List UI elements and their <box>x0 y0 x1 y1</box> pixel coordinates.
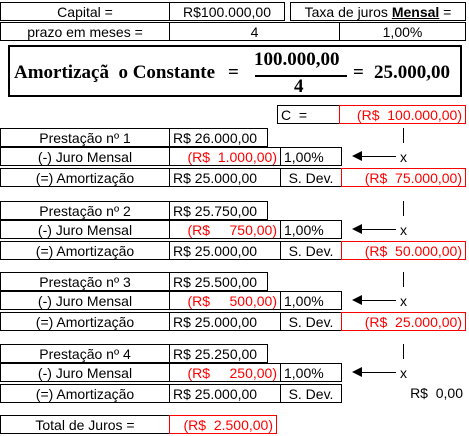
multiply-marker: x <box>400 222 407 238</box>
taxa-label-mensal: Mensal <box>391 4 440 20</box>
multiply-marker: x <box>400 293 407 309</box>
prestacao-title: Prestação nº 4 <box>0 344 170 363</box>
capital-value[interactable]: R$100.000,00 <box>169 2 285 21</box>
vertical-tick <box>403 344 404 359</box>
total-juros-label: Total de Juros = <box>0 415 170 434</box>
saldo-devedor-value[interactable]: R$ 0,00 <box>410 385 463 401</box>
amortizacao-label: (=) Amortização <box>0 241 170 260</box>
prestacao-value[interactable]: R$ 26.000,00 <box>169 128 268 147</box>
multiply-marker: x <box>400 149 407 165</box>
capital-label: Capital = <box>0 2 170 21</box>
prestacao-title: Prestação nº 1 <box>0 128 170 147</box>
formula-equals-1: = <box>228 62 239 83</box>
saldo-devedor-label: S. Dev. <box>280 384 342 403</box>
formula-numerator: 100.000,00 <box>254 49 340 70</box>
saldo-devedor-label: S. Dev. <box>280 168 342 187</box>
vertical-tick <box>403 128 404 143</box>
prestacao-value[interactable]: R$ 25.250,00 <box>169 344 268 363</box>
amortizacao-value[interactable]: R$ 25.000,00 <box>169 384 281 403</box>
taxa-label <box>290 2 466 21</box>
formula-denominator: 4 <box>294 76 304 97</box>
rate-value[interactable]: 1,00% <box>280 147 342 166</box>
formula-equals-2: = <box>353 62 364 83</box>
taxa-label-suffix: = <box>439 4 452 20</box>
formula-result: 25.000,00 <box>374 62 450 83</box>
juro-label: (-) Juro Mensal <box>0 220 170 239</box>
prestacao-value[interactable]: R$ 25.750,00 <box>169 201 268 220</box>
arrow-shaft <box>360 372 396 373</box>
taxa-value[interactable]: 1,00% <box>339 22 466 41</box>
rate-value[interactable]: 1,00% <box>280 220 342 239</box>
prestacao-title: Prestação nº 2 <box>0 201 170 220</box>
arrow-shaft <box>360 156 396 157</box>
total-juros-value[interactable]: (R$ 2.500,00) <box>169 415 277 434</box>
juro-value[interactable]: (R$ 500,00) <box>169 291 281 310</box>
arrow-shaft <box>360 229 396 230</box>
saldo-devedor-label: S. Dev. <box>280 312 342 331</box>
juro-label: (-) Juro Mensal <box>0 147 170 166</box>
arrow-shaft <box>360 300 396 301</box>
saldo-devedor-value[interactable]: (R$ 50.000,00) <box>341 241 466 260</box>
initial-c-value[interactable]: (R$ 100.000,00) <box>339 105 466 124</box>
saldo-devedor-value[interactable]: (R$ 75.000,00) <box>341 168 466 187</box>
taxa-label-prefix: Taxa de juros <box>304 4 392 20</box>
amortizacao-value[interactable]: R$ 25.000,00 <box>169 312 281 331</box>
amortizacao-value[interactable]: R$ 25.000,00 <box>169 168 281 187</box>
amortizacao-label: (=) Amortização <box>0 384 170 403</box>
multiply-marker: x <box>400 365 407 381</box>
vertical-tick <box>403 272 404 287</box>
juro-label: (-) Juro Mensal <box>0 363 170 382</box>
prestacao-value[interactable]: R$ 25.500,00 <box>169 272 268 291</box>
rate-value[interactable]: 1,00% <box>280 291 342 310</box>
juro-value[interactable]: (R$ 250,00) <box>169 363 281 382</box>
rate-value[interactable]: 1,00% <box>280 363 342 382</box>
initial-c-label: C = <box>277 105 340 124</box>
amortizacao-value[interactable]: R$ 25.000,00 <box>169 241 281 260</box>
saldo-devedor-value[interactable]: (R$ 25.000,00) <box>341 312 466 331</box>
juro-value[interactable]: (R$ 750,00) <box>169 220 281 239</box>
amortizacao-label: (=) Amortização <box>0 168 170 187</box>
formula-box <box>8 45 462 97</box>
prazo-value[interactable]: 4 <box>169 22 340 41</box>
prazo-label: prazo em meses = <box>0 22 170 41</box>
prestacao-title: Prestação nº 3 <box>0 272 170 291</box>
vertical-tick <box>403 201 404 216</box>
amortizacao-label: (=) Amortização <box>0 312 170 331</box>
juro-value[interactable]: (R$ 1.000,00) <box>169 147 281 166</box>
juro-label: (-) Juro Mensal <box>0 291 170 310</box>
saldo-devedor-label: S. Dev. <box>280 241 342 260</box>
formula-lhs: Amortizaçã o Constante <box>14 62 216 83</box>
